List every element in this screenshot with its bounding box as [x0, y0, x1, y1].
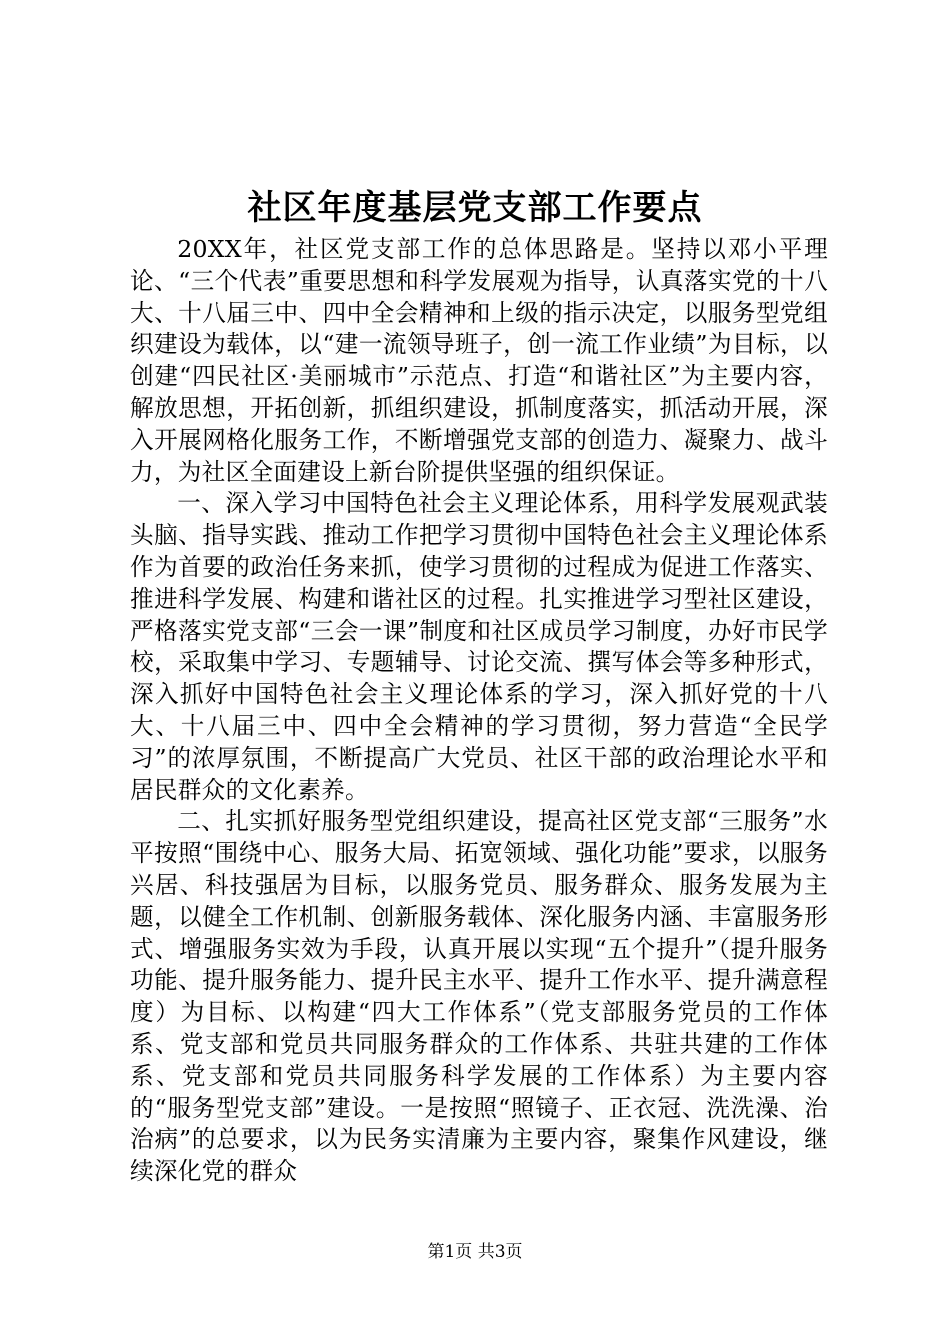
page-number-footer: 第1页 共3页 [427, 1242, 523, 1262]
paragraph-section-2: 二、扎实抓好服务型党组织建设，提高社区党支部“三服务”水平按照“围绕中心、服务大局、拓宽领域、强化功能”要求，以服务兴居、科技强居为目标，以服务党员、服务群众、服务发展为主题，以健全工作机制、创新服务载体、深化服务内涵、丰富服务形式、增强服务实效为手段，认真开展以实现“五个提升”（提升服务功能、提升服务能力、提升民主水平、提升工作水平、提升满意程度）为目标、以构建“四大工作体系”（党支部服务党员的工作体系、党支部和党员共同服务群众的工作体系、共驻共建的工作体系、党支部和党员共同服务科学发展的工作体系）为主要内容的“服务型党支部”建设。一是按照“照镜子、正衣冠、洗洗澡、治治病”的总要求，以为民务实清廉为主要内容，聚集作风建设，继续深化党的群众 [130, 807, 828, 1186]
paragraph-intro: 20XX年，社区党支部工作的总体思路是。坚持以邓小平理论、“三个代表”重要思想和科学发展观为指导，认真落实党的十八大、十八届三中、四中全会精神和上级的指示决定，以服务型党组织建设为载体，以“建一流领导班子，创一流工作业绩”为目标，以创建“四民社区·美丽城市”示范点、打造“和谐社区”为主要内容，解放思想，开拓创新，抓组织建设，抓制度落实，抓活动开展，深入开展网格化服务工作，不断增强党支部的创造力、凝聚力、战斗力，为社区全面建设上新台阶提供坚强的组织保证。 [130, 235, 828, 486]
document-body [130, 234, 828, 1188]
document-title: 社区年度基层党支部工作要点 [247, 188, 703, 228]
paragraph-section-1: 一、深入学习中国特色社会主义理论体系，用科学发展观武装头脑、指导实践、推动工作把学习贯彻中国特色社会主义理论体系作为首要的政治任务来抓，使学习贯彻的过程成为促进工作落实、推进科学发展、构建和谐社区的过程。扎实推进学习型社区建设，严格落实党支部“三会一课”制度和社区成员学习制度，办好市民学校，采取集中学习、专题辅导、讨论交流、撰写体会等多种形式，深入抓好中国特色社会主义理论体系的学习，深入抓好党的十八大、十八届三中、四中全会精神的学习贯彻，努力营造“全民学习”的浓厚氛围，不断提高广大党员、社区干部的政治理论水平和居民群众的文化素养。 [130, 489, 828, 804]
